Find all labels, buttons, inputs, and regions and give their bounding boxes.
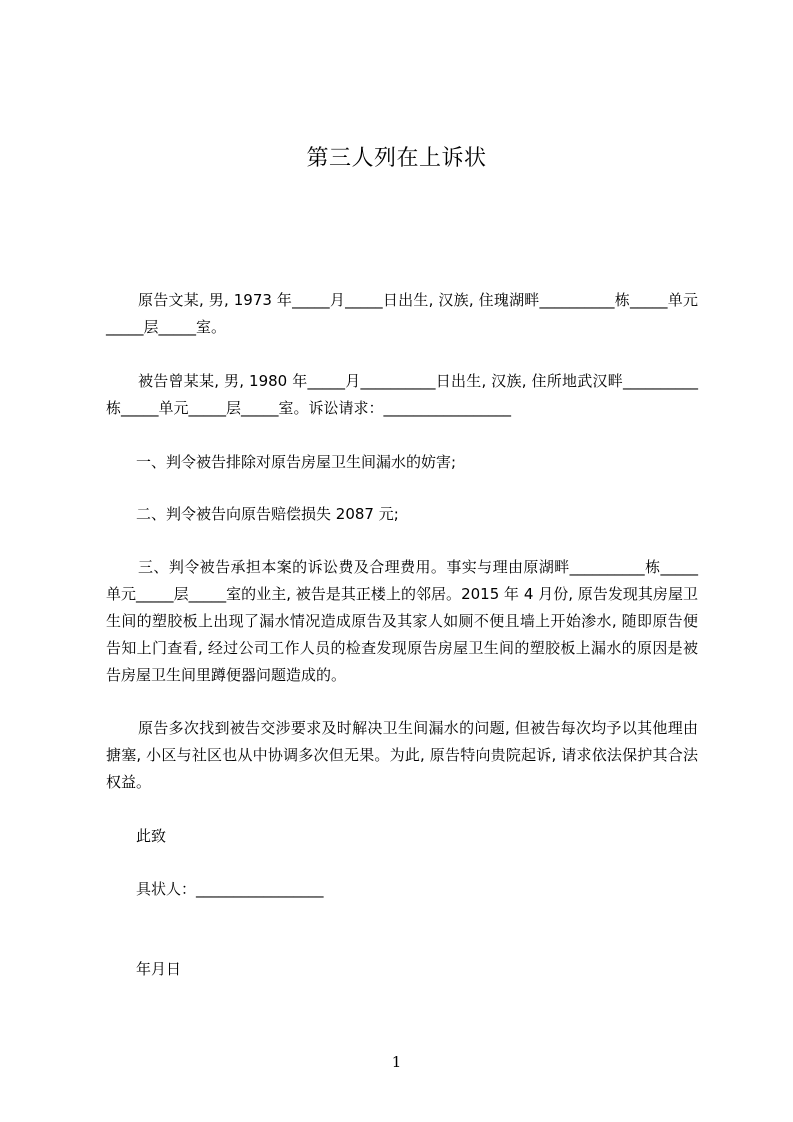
page-number: 1 xyxy=(391,1053,402,1071)
date-line: 年月日 xyxy=(136,960,182,978)
claim-two-paragraph: 二、判令被告向原告赔偿损失 2087 元; xyxy=(136,505,399,523)
page-title: 第三人列在上诉状 xyxy=(306,146,487,171)
defendant-paragraph: 被告曾某某, 男, 1980 年_____月__________日出生, 汉族, 住所地武汉畔__________栋_____单元_____层_____室。诉讼请求：_________________ xyxy=(106,372,698,417)
plaintiff-paragraph: 原告文某, 男, 1973 年_____月_____日出生, 汉族, 住瑰湖畔__________栋_____单元_____层_____室。 xyxy=(106,291,698,336)
signature-line: 具状人：_________________ xyxy=(136,880,324,898)
salutation: 此致 xyxy=(136,827,167,845)
negotiation-paragraph: 原告多次找到被告交涉要求及时解决卫生间漏水的问题, 但被告每次均予以其他理由搪塞, 小区与社区也从中协调多次但无果。为此, 原告特向贵院起诉, 请求依法保护其合法权益。 xyxy=(106,719,698,791)
claim-three-facts-paragraph: 三、判令被告承担本案的诉讼费及合理费用。事实与理由原湖畔__________栋_____单元_____层_____室的业主, 被告是其正楼上的邻居。2015 年 4 月份, 原告发现其房屋卫生间的塑胶板上出现了漏水情况造成原告及其家人如厕不便且墙上开始渗水, 随即原告便告知上门查看, 经过公司工作人员的检查发现原告房屋卫生间的塑胶板上漏水的原因是被告房屋卫生间里蹲便器问题造成的。 xyxy=(106,558,698,684)
claim-one-paragraph: 一、判令被告排除对原告房屋卫生间漏水的妨害; xyxy=(136,453,457,471)
